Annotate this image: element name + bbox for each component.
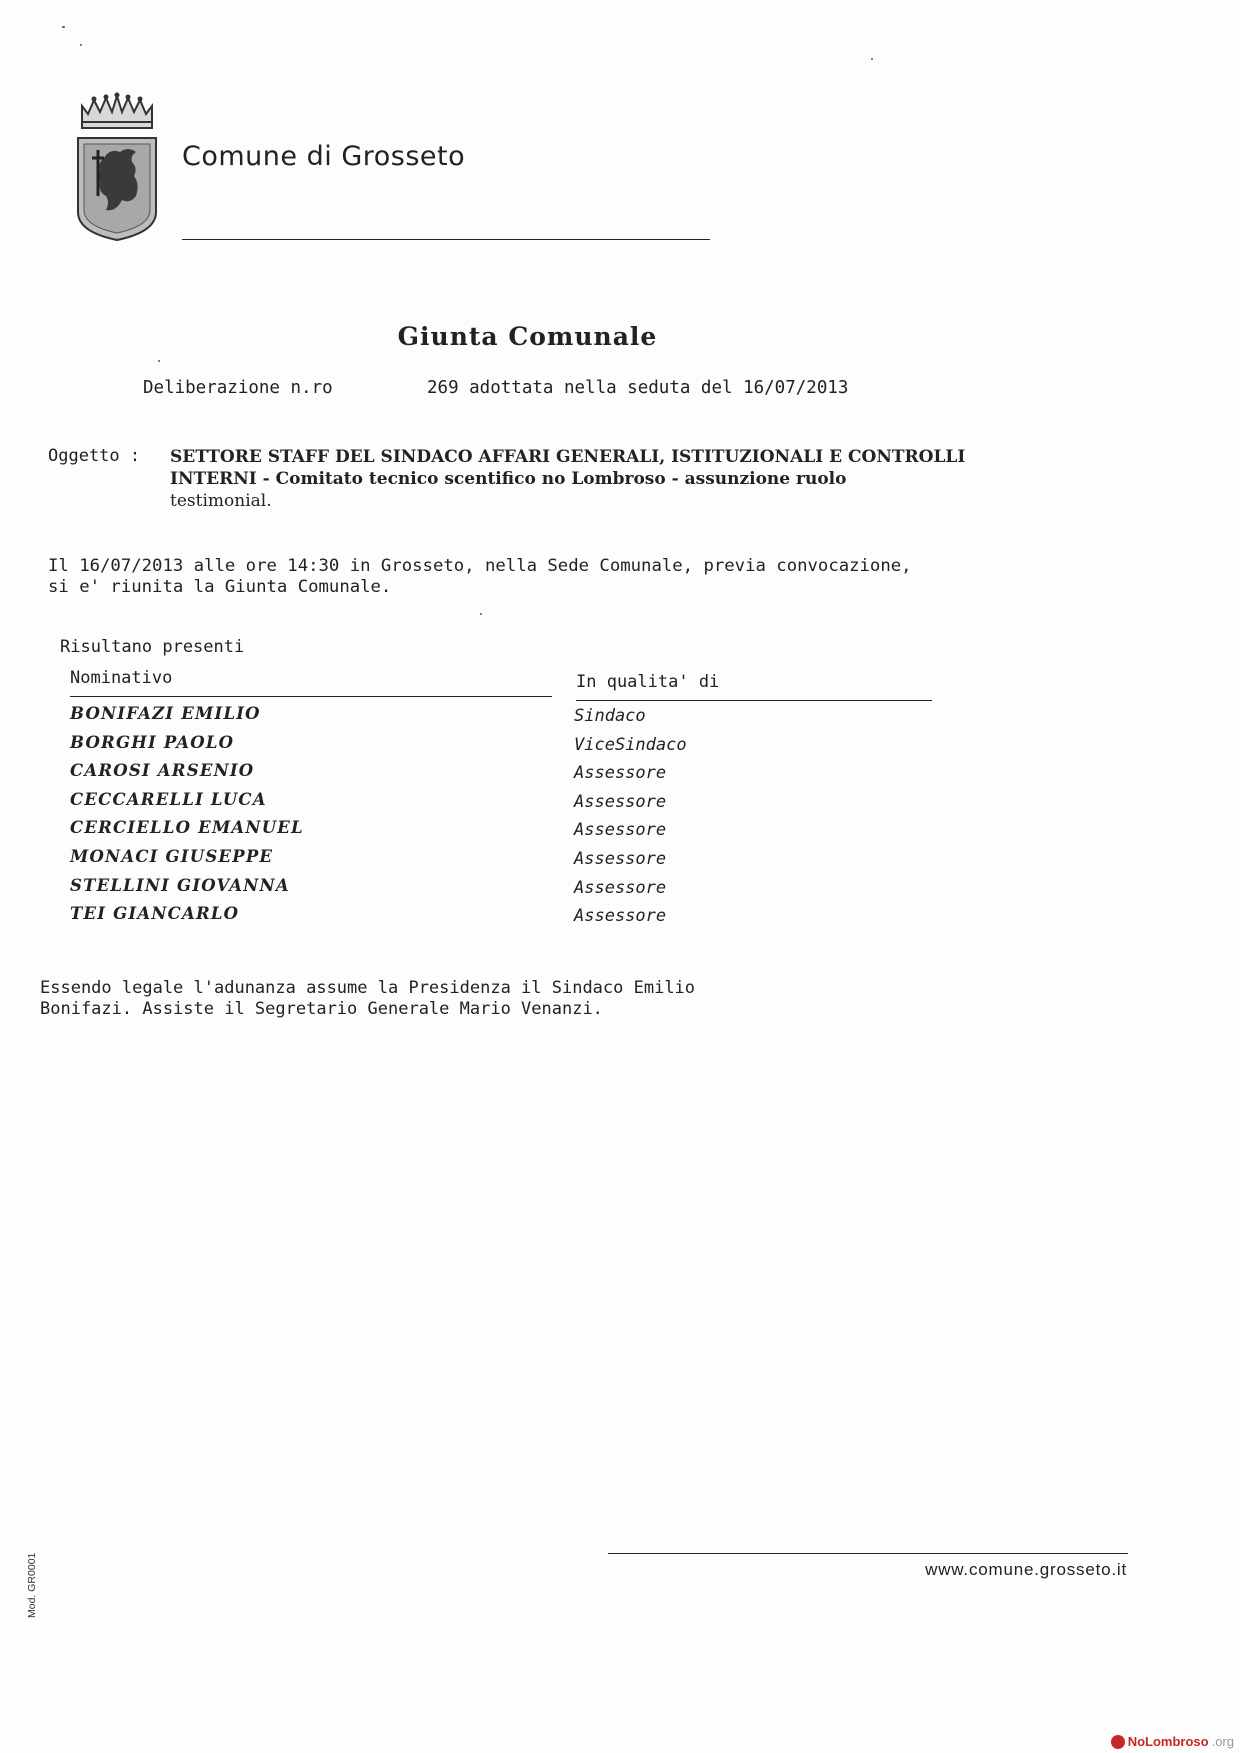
oggetto-line-2a: INTERNI (170, 469, 257, 489)
member-role: Assessore (574, 906, 667, 927)
header-divider (182, 239, 710, 240)
member-name: CERCIELLO EMANUEL (70, 818, 304, 838)
comune-name: Comune di Grosseto (182, 141, 466, 172)
column-header-nominativo: Nominativo (70, 668, 552, 697)
list-item (0, 731, 1240, 760)
list-item (0, 816, 1240, 845)
presenti-label: Risultano presenti (60, 637, 245, 657)
member-role: Assessore (574, 763, 667, 784)
watermark-name: NoLombroso (1127, 1734, 1209, 1749)
no-sign-icon (1111, 1735, 1125, 1749)
footer-divider (608, 1553, 1128, 1554)
intro-paragraph (48, 556, 1048, 598)
oggetto-label: Oggetto : (48, 446, 141, 466)
oggetto-line-2b: - Comitato tecnico scentifico no Lombroso - assunzione ruolo (256, 469, 847, 489)
closing-line-2: Bonifazi. Assiste il Segretario Generale Mario Venanzi. (40, 999, 603, 1019)
scan-speck (62, 26, 65, 28)
member-name: CAROSI ARSENIO (70, 761, 255, 781)
column-header-qualita: In qualita' di (576, 672, 932, 701)
member-role: Assessore (574, 848, 667, 869)
list-item (0, 759, 1240, 788)
scan-speck (480, 613, 482, 615)
closing-line-1: Essendo legale l'adunanza assume la Presidenza il Sindaco Emilio (40, 978, 696, 998)
list-item (0, 788, 1240, 817)
intro-line-1: Il 16/07/2013 alle ore 14:30 in Grosseto, nella Sede Comunale, previa convocazione, (48, 556, 912, 576)
members-list (0, 702, 1240, 931)
form-code: Mod. GR0001 (26, 1552, 38, 1618)
member-name: TEI GIANCARLO (70, 904, 240, 924)
member-role: ViceSindaco (574, 734, 687, 755)
member-name: STELLINI GIOVANNA (70, 875, 290, 895)
member-name: BORGHI PAOLO (70, 732, 235, 752)
footer-website-link[interactable]: www.comune.grosseto.it (925, 1560, 1127, 1579)
list-item (0, 874, 1240, 903)
watermark-tld: .org (1211, 1734, 1234, 1749)
list-item (0, 845, 1240, 874)
intro-line-2: si e' riunita la Giunta Comunale. (48, 577, 392, 597)
scan-speck (871, 58, 873, 60)
member-name: BONIFAZI EMILIO (70, 704, 261, 723)
member-name: CECCARELLI LUCA (70, 789, 267, 809)
watermark (1111, 1734, 1234, 1749)
deliberazione-text: 269 adottata nella seduta del 16/07/2013 (427, 378, 849, 398)
list-item (0, 702, 1240, 731)
scan-speck (158, 360, 160, 362)
deliberazione-label: Deliberazione n.ro (143, 378, 333, 398)
list-item (0, 902, 1240, 931)
oggetto-line-3: testimonial. (170, 491, 272, 511)
member-role: Assessore (574, 877, 667, 898)
oggetto-line-1: SETTORE STAFF DEL SINDACO AFFARI GENERALI, ISTITUZIONALI E CONTROLLI (170, 447, 966, 467)
closing-paragraph (40, 978, 940, 1020)
scan-speck (80, 44, 82, 46)
member-role: Sindaco (574, 706, 646, 726)
oggetto-text (170, 446, 990, 512)
document-title: Giunta Comunale (397, 322, 658, 351)
coat-of-arms-icon (76, 92, 158, 242)
member-name: MONACI GIUSEPPE (70, 846, 274, 866)
deliberazione-line (143, 378, 848, 398)
member-role: Assessore (574, 820, 667, 841)
member-role: Assessore (574, 791, 667, 812)
